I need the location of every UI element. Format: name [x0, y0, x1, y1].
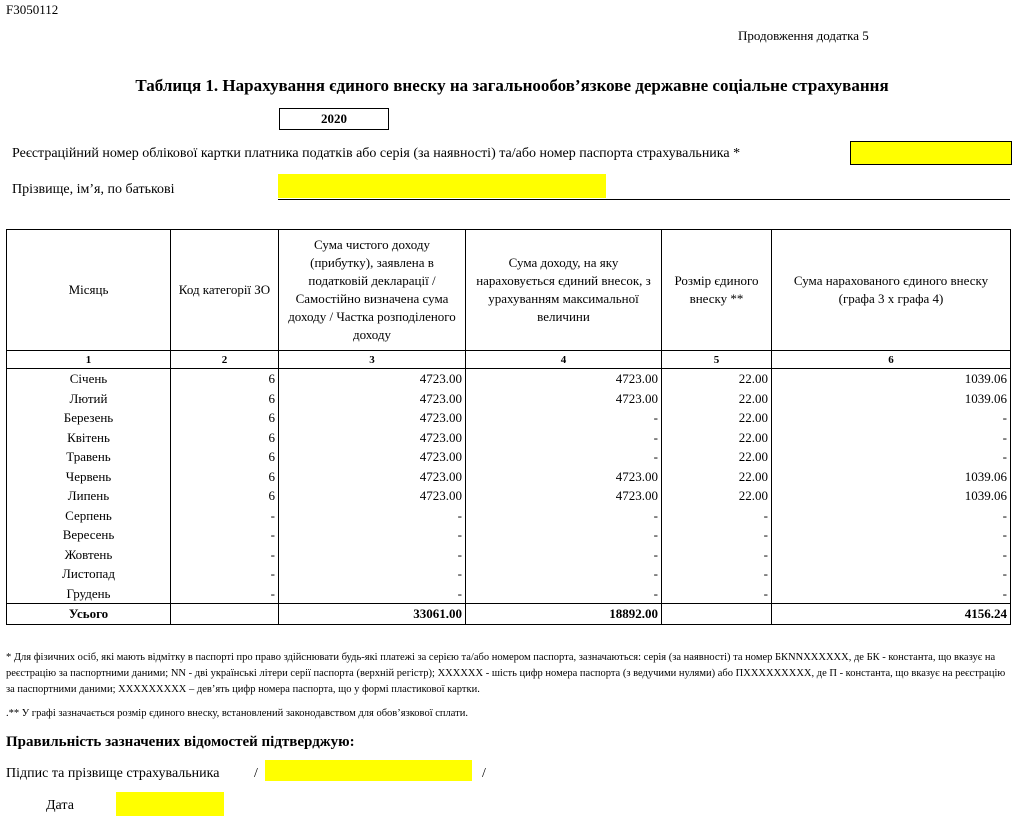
taxable-income-cell: - [466, 506, 662, 526]
rate-cell: 22.00 [662, 389, 772, 409]
category-code-cell: - [171, 525, 279, 545]
taxable-income-cell: 4723.00 [466, 486, 662, 506]
net-income-cell: 4723.00 [279, 467, 466, 487]
registration-number-redacted [850, 141, 1012, 165]
signature-slash-right: / [482, 766, 486, 781]
header-contribution-amount: Сума нарахованого єдиного внеску (графа 3 х графа 4) [772, 230, 1011, 351]
month-cell: Лютий [7, 389, 171, 409]
taxable-income-cell: 4723.00 [466, 369, 662, 389]
column-number: 2 [171, 351, 279, 369]
header-net-income: Сума чистого доходу (прибутку), заявлена в податковій декларації / Самостійно визначена сума доходу / Частка розподіленого доходу [279, 230, 466, 351]
category-code-cell: 6 [171, 389, 279, 409]
table-row [7, 486, 1011, 506]
month-cell: Серпень [7, 506, 171, 526]
taxable-income-cell: - [466, 525, 662, 545]
month-cell: Вересень [7, 525, 171, 545]
year-field: 2020 [279, 108, 389, 130]
net-income-cell: 4723.00 [279, 447, 466, 467]
category-code-cell: - [171, 584, 279, 604]
month-cell: Липень [7, 486, 171, 506]
signature-redacted [265, 760, 472, 781]
taxable-income-cell: - [466, 564, 662, 584]
category-code-cell: 6 [171, 428, 279, 448]
full-name-redacted [278, 174, 606, 198]
footnote-passport: * Для фізичних осіб, які мають відмітку в паспорті про право здійснювати будь-які платежі за серією та/або номером паспорта, зазначаються: серія (за наявності) та номер БКNNXXXXXX, де БК - константа, що вказує на реєстрацію за паспортними даними; NN - дві українські літери серії паспорта (верхній регістр); XXXXXX - шість цифр номера паспорта (з ведучими нулями) або ПXXXXXXXXX, де П - константа, що вказує на реєстрацію за паспортними даними; XXXXXXXXX – дев’ять цифр номера паспорта, що у формі пластикової картки. [6, 652, 1006, 695]
contribution-cell: - [772, 584, 1011, 604]
date-redacted [116, 792, 224, 816]
taxable-income-cell: - [466, 447, 662, 467]
column-number: 3 [279, 351, 466, 369]
taxable-income-cell: 4723.00 [466, 467, 662, 487]
rate-cell: 22.00 [662, 428, 772, 448]
form-code: F3050112 [6, 2, 59, 17]
column-number: 6 [772, 351, 1011, 369]
table-row [7, 545, 1011, 565]
taxable-income-cell: - [466, 584, 662, 604]
net-income-cell: 4723.00 [279, 389, 466, 409]
net-income-cell: - [279, 525, 466, 545]
month-cell: Травень [7, 447, 171, 467]
contribution-cell: - [772, 545, 1011, 565]
footnote-rate: .** У графі зазначається розмір єдиного внеску, встановлений законодавством для обов’язкової сплати. [6, 708, 468, 719]
header-month: Місяць [7, 230, 171, 351]
total-row [7, 604, 1011, 625]
signature-slash-left: / [254, 766, 258, 781]
contribution-cell: - [772, 428, 1011, 448]
net-income-cell: 4723.00 [279, 408, 466, 428]
total-empty-cell [662, 604, 772, 625]
rate-cell: 22.00 [662, 447, 772, 467]
total-net-income: 33061.00 [279, 604, 466, 625]
date-label: Дата [46, 798, 74, 813]
taxable-income-cell: 4723.00 [466, 389, 662, 409]
category-code-cell: 6 [171, 447, 279, 467]
contribution-cell: - [772, 447, 1011, 467]
rate-cell: 22.00 [662, 408, 772, 428]
total-contribution: 4156.24 [772, 604, 1011, 625]
contribution-cell: - [772, 564, 1011, 584]
column-number-row [7, 351, 1011, 369]
category-code-cell: - [171, 564, 279, 584]
table-row [7, 525, 1011, 545]
contribution-cell: 1039.06 [772, 389, 1011, 409]
rate-cell: 22.00 [662, 486, 772, 506]
contribution-cell: - [772, 408, 1011, 428]
taxable-income-cell: - [466, 408, 662, 428]
rate-cell: - [662, 545, 772, 565]
table-row [7, 564, 1011, 584]
table-row [7, 447, 1011, 467]
table-row [7, 408, 1011, 428]
contribution-cell: - [772, 525, 1011, 545]
total-label: Усього [7, 604, 171, 625]
month-cell: Січень [7, 369, 171, 389]
header-contribution-rate: Розмір єдиного внеску ** [662, 230, 772, 351]
category-code-cell: 6 [171, 369, 279, 389]
category-code-cell: 6 [171, 467, 279, 487]
header-category-code: Код категорії ЗО [171, 230, 279, 351]
category-code-cell: 6 [171, 408, 279, 428]
total-taxable-income: 18892.00 [466, 604, 662, 625]
net-income-cell: 4723.00 [279, 428, 466, 448]
table-row [7, 389, 1011, 409]
rate-cell: 22.00 [662, 467, 772, 487]
month-cell: Квітень [7, 428, 171, 448]
contribution-cell: 1039.06 [772, 486, 1011, 506]
net-income-cell: 4723.00 [279, 486, 466, 506]
full-name-underline [278, 199, 1010, 200]
column-number: 1 [7, 351, 171, 369]
category-code-cell: - [171, 545, 279, 565]
net-income-cell: - [279, 506, 466, 526]
contribution-cell: 1039.06 [772, 467, 1011, 487]
table-row [7, 428, 1011, 448]
month-cell: Грудень [7, 584, 171, 604]
confirmation-heading: Правильність зазначених відомостей підтверджую: [6, 734, 355, 750]
taxable-income-cell: - [466, 545, 662, 565]
month-cell: Жовтень [7, 545, 171, 565]
category-code-cell: 6 [171, 486, 279, 506]
contribution-cell: 1039.06 [772, 369, 1011, 389]
contribution-table [6, 229, 1011, 625]
month-cell: Березень [7, 408, 171, 428]
full-name-label: Прізвище, ім’я, по батькові [12, 182, 175, 197]
rate-cell: 22.00 [662, 369, 772, 389]
table-row [7, 584, 1011, 604]
signature-label: Підпис та прізвище страхувальника [6, 766, 220, 781]
registration-number-label: Реєстраційний номер облікової картки платника податків або серія (за наявності) та/або номер паспорта страхувальника * [12, 146, 741, 161]
rate-cell: - [662, 506, 772, 526]
column-number: 4 [466, 351, 662, 369]
total-empty-cell [171, 604, 279, 625]
net-income-cell: - [279, 584, 466, 604]
contribution-cell: - [772, 506, 1011, 526]
column-number: 5 [662, 351, 772, 369]
taxable-income-cell: - [466, 428, 662, 448]
document-title: Таблиця 1. Нарахування єдиного внеску на загальнообов’язкове державне соціальне страхування [135, 76, 889, 95]
table-row [7, 506, 1011, 526]
month-cell: Листопад [7, 564, 171, 584]
table-row [7, 369, 1011, 389]
rate-cell: - [662, 525, 772, 545]
table-row [7, 467, 1011, 487]
rate-cell: - [662, 564, 772, 584]
continuation-note: Продовження додатка 5 [738, 28, 869, 43]
header-taxable-income: Сума доходу, на яку нараховується єдиний внесок, з урахуванням максимальної величини [466, 230, 662, 351]
net-income-cell: - [279, 545, 466, 565]
net-income-cell: - [279, 564, 466, 584]
category-code-cell: - [171, 506, 279, 526]
month-cell: Червень [7, 467, 171, 487]
rate-cell: - [662, 584, 772, 604]
net-income-cell: 4723.00 [279, 369, 466, 389]
